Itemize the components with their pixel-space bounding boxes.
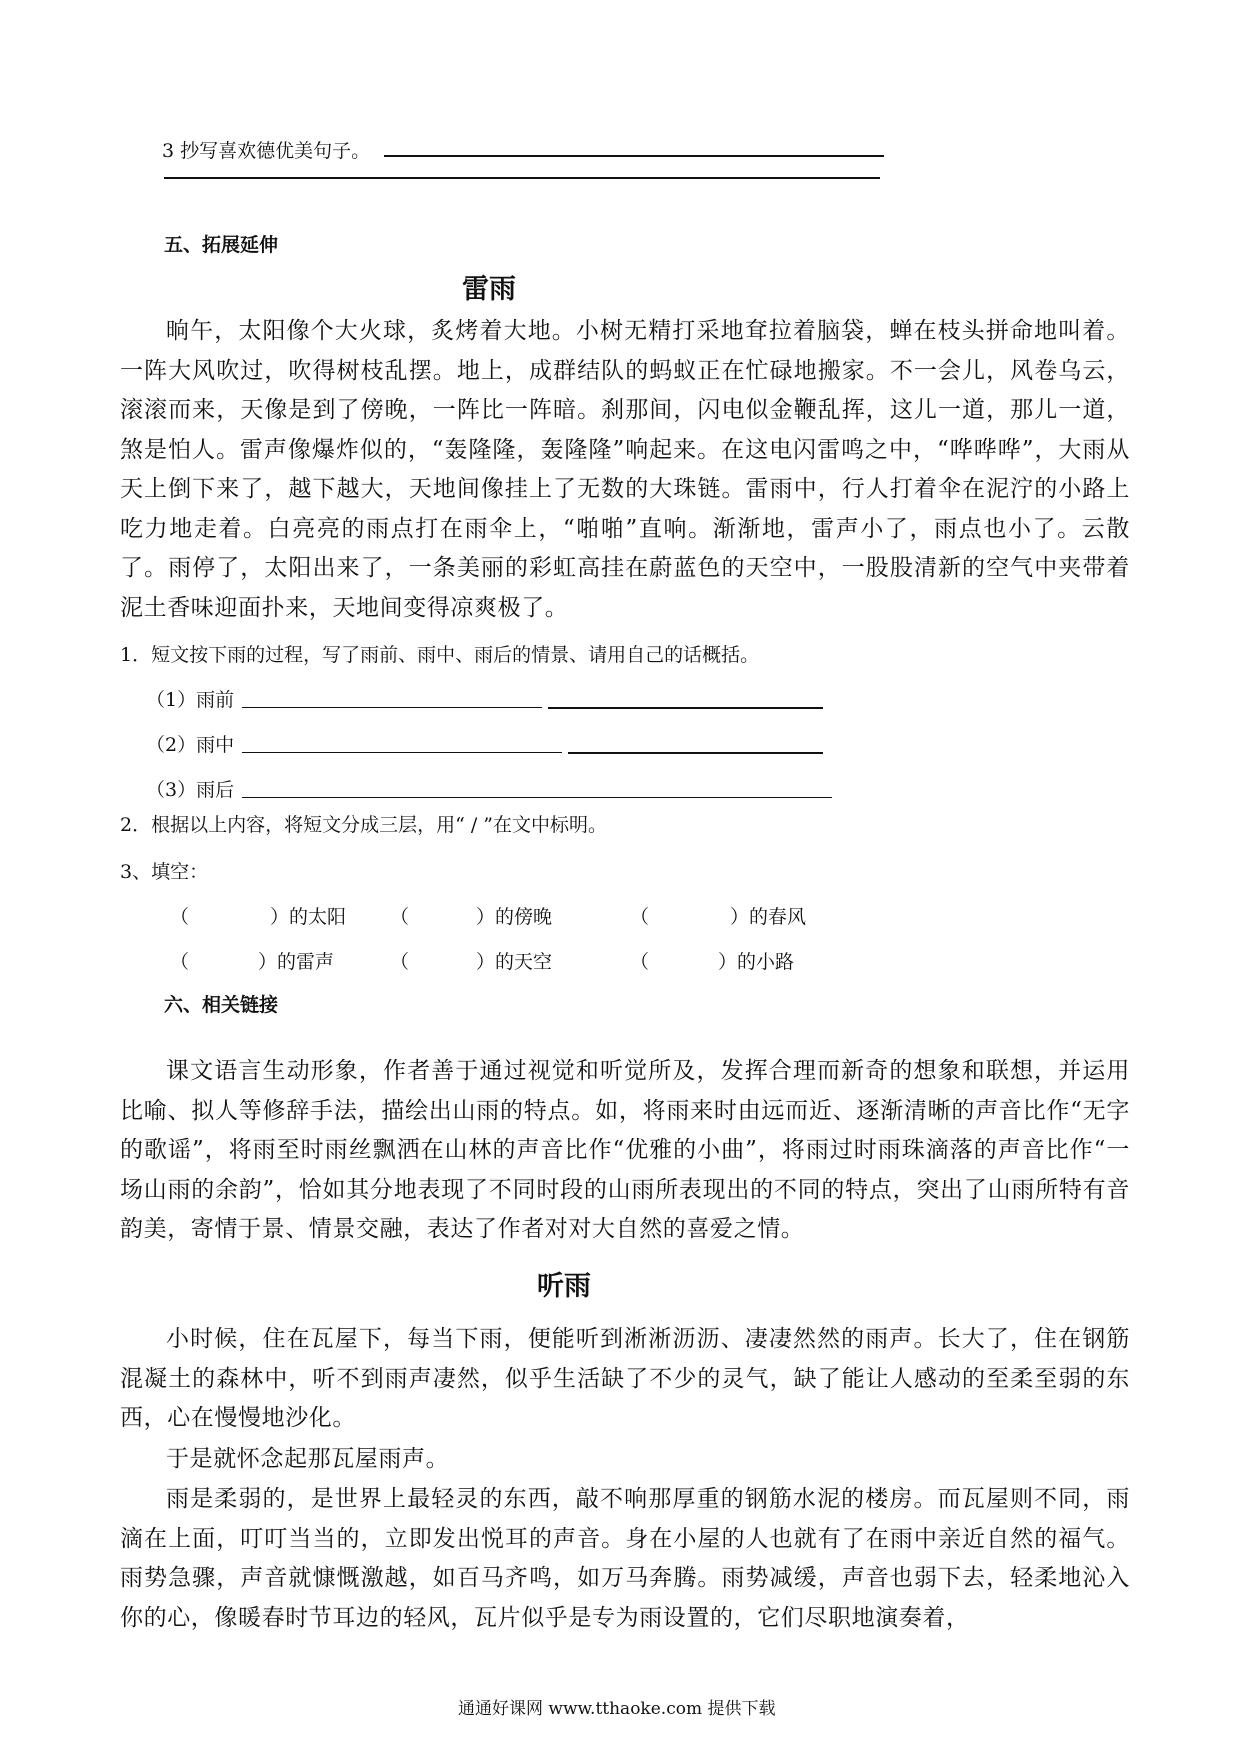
article-paragraph: 雨是柔弱的，是世界上最轻灵的东西，敲不响那厚重的钢筋水泥的楼房。而瓦屋则不同，雨滴在上面，叮叮当当的，立即发出悦耳的声音。身在小屋的人也就有了在雨中亲近自然的福气。雨势急骤，声音就慷慨激越，如百马齐鸣，如万马奔腾。雨势减缓，声音也弱下去，轻柔地沁入你的心，像暖春时节耳边的轻风，瓦片似乎是专为雨设置的，它们尽职地演奏着， — [120, 1486, 1130, 1631]
page-footer: 通通好课网 www.tthaoke.com 提供下载 — [458, 1699, 776, 1719]
fill-label: ）的春风 — [730, 906, 807, 928]
fill-bracket: （ — [170, 951, 190, 973]
fill-label: ）的傍晚 — [476, 906, 553, 928]
fill-bracket: （ — [170, 906, 190, 928]
question-3: 3、填空： — [120, 861, 209, 883]
answer-line[interactable] — [384, 155, 884, 157]
fill-bracket: （ — [390, 906, 410, 928]
question-1: 1．短文按下雨的过程，写了雨前、雨中、雨后的情景、请用自己的话概括。 — [120, 644, 760, 666]
fill-bracket: （ — [390, 951, 410, 973]
answer-line[interactable] — [548, 707, 823, 709]
article-paragraph: 晌午，太阳像个大火球，炙烤着大地。小树无精打采地耷拉着脑袋，蝉在枝头拼命地叫着。一阵大风吹过，吹得树枝乱摆。地上，成群结队的蚂蚁正在忙碌地搬家。不一会儿，风卷乌云，滚滚而来，天像是到了傍晚，一阵比一阵暗。刹那间，闪电似金鞭乱挥，这儿一道，那儿一道，煞是怕人。雷声像爆炸似的，“轰隆隆，轰隆隆”响起来。在这电闪雷鸣之中，“哗哗哗”，大雨从天上倒下来了，越下越大，天地间像挂上了无数的大珠链。雷雨中，行人打着伞在泥泞的小路上吃力地走着。白亮亮的雨点打在雨伞上，“啪啪”直响。渐渐地，雷声小了，雨点也小了。云散了。雨停了，太阳出来了，一条美丽的彩虹高挂在蔚蓝色的天空中，一股股清新的空气中夹带着泥土香味迎面扑来，天地间变得凉爽极了。 — [120, 318, 1130, 621]
fill-bracket: （ — [630, 906, 650, 928]
fill-label: ）的天空 — [476, 951, 553, 973]
answer-line[interactable] — [164, 177, 880, 179]
fill-label: ）的小路 — [718, 951, 795, 973]
article-title: 雷雨 — [462, 274, 516, 305]
section-heading: 六、相关链接 — [164, 994, 279, 1016]
article-paragraph: 小时候，住在瓦屋下，每当下雨，便能听到淅淅沥沥、凄凄然然的雨声。长大了，住在钢筋混凝土的森林中，听不到雨声凄然，似乎生活缺了不少的灵气，缺了能让人感动的至柔至弱的东西，心在慢慢地沙化。 — [120, 1326, 1130, 1431]
answer-label: （2）雨中 — [146, 734, 235, 756]
answer-line[interactable] — [242, 752, 562, 753]
answer-line[interactable] — [568, 752, 823, 754]
copy-item-label: 3 抄写喜欢德优美句子。 — [162, 140, 371, 162]
question-2: 2．根据以上内容，将短文分成三层，用“ / ”在文中标明。 — [120, 814, 607, 836]
fill-label: ）的太阳 — [270, 906, 347, 928]
section-heading: 五、拓展延伸 — [164, 234, 279, 256]
answer-line[interactable] — [242, 797, 832, 798]
answer-line[interactable] — [242, 707, 542, 708]
link-paragraph: 课文语言生动形象，作者善于通过视觉和听觉所及，发挥合理而新奇的想象和联想，并运用比喻、拟人等修辞手法，描绘出山雨的特点。如，将雨来时由远而近、逐渐清晰的声音比作“无字的歌谣”，将雨至时雨丝飘洒在山林的声音比作“优雅的小曲”，将雨过时雨珠滴落的声音比作“一场山雨的余韵”，恰如其分地表现了不同时段的山雨所表现出的不同的特点，突出了山雨所特有音韵美，寄情于景、情景交融，表达了作者对对大自然的喜爱之情。 — [120, 1058, 1130, 1242]
answer-label: （3）雨后 — [146, 779, 235, 801]
article-paragraph: 于是就怀念起那瓦屋雨声。 — [166, 1446, 450, 1472]
fill-label: ）的雷声 — [258, 951, 335, 973]
article-title: 听雨 — [537, 1271, 591, 1302]
answer-label: （1）雨前 — [146, 689, 235, 711]
fill-bracket: （ — [630, 951, 650, 973]
